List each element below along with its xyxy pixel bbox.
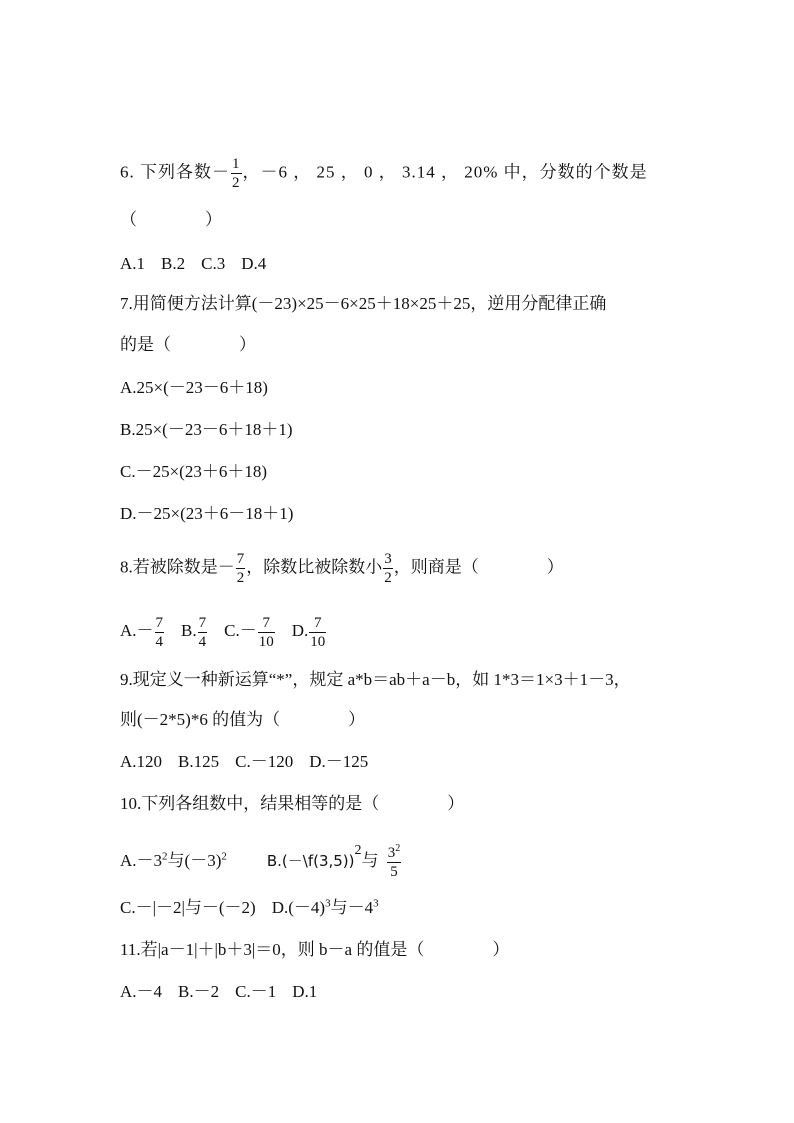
- q11-option-a: A.－4: [120, 982, 163, 1001]
- q9-option-a: A.120: [120, 752, 163, 771]
- q10-option-d-exp2: 3: [373, 897, 379, 910]
- q9-options: [120, 750, 368, 774]
- q8-option-b: [181, 615, 208, 650]
- q8-option-b-num: 7: [198, 615, 207, 631]
- q8-dividend-fraction: [236, 550, 246, 587]
- q6-option-c: C.3: [201, 254, 226, 273]
- q10-option-a: [120, 851, 227, 870]
- q8-option-c-den: 10: [258, 634, 274, 650]
- q10-option-b-mid: 与: [361, 851, 379, 871]
- q8-f1-num: 7: [236, 551, 245, 567]
- q8-option-d: [291, 615, 328, 650]
- q10-option-a-mid: 与(－3): [167, 851, 222, 871]
- q11-option-d: D.1: [292, 982, 318, 1001]
- q7-option-c: C.－25×(23＋6＋18): [120, 462, 267, 481]
- q9-option-d: D.－125: [309, 752, 369, 771]
- q8-options: [120, 614, 327, 651]
- q6-options: [120, 252, 266, 276]
- q8-option-d-fraction: [309, 614, 326, 651]
- q6-prefix: 6. 下列各数－: [120, 162, 230, 182]
- q11-stem: 11.若|a－1|＋|b＋3|＝0，则 b－a 的值是（ ）: [120, 940, 510, 959]
- q8-option-a: [120, 615, 165, 650]
- q7-option-d: D.－25×(23＋6－18＋1): [120, 504, 294, 523]
- q8-option-b-fraction: [198, 614, 208, 651]
- q8-option-a-den: 4: [155, 634, 164, 650]
- q6-option-a: A.1: [120, 254, 146, 273]
- q10-option-a-exp1: 2: [162, 850, 168, 863]
- q10-option-b-pre: B.(－\f(3,5)): [266, 852, 355, 871]
- q11-option-c: C.－1: [235, 982, 277, 1001]
- q10-option-b-exp: 2: [354, 842, 362, 858]
- q8-suffix: ，则商是（ ）: [393, 557, 564, 577]
- q8-option-a-num: 7: [155, 615, 164, 631]
- q10-option-a-pre: A.－3: [120, 851, 163, 871]
- q8-option-d-num: 7: [309, 614, 326, 633]
- q10-option-b-fraction: [387, 844, 402, 881]
- q8-option-c: [224, 615, 276, 650]
- q8-option-c-num: 7: [258, 614, 275, 633]
- q8-option-b-den: 4: [198, 634, 207, 650]
- q8-option-b-label: B.: [181, 621, 197, 641]
- q7-option-a: A.25×(－23－6＋18): [120, 378, 268, 397]
- q9-stem-line2: 则(－2*5)*6 的值为（ ）: [120, 710, 366, 729]
- q8-option-a-fraction: [155, 614, 165, 651]
- q10-option-b: [266, 842, 402, 880]
- q10-option-a-exp2: 2: [221, 850, 227, 863]
- q8-stem: [120, 550, 564, 587]
- q8-mid: ，除数比被除数小: [246, 557, 383, 577]
- q10-option-d-exp1: 3: [325, 897, 331, 910]
- q7-stem-line2: 的是（ ）: [120, 335, 256, 354]
- q6-frac-den: 2: [232, 175, 241, 191]
- q8-difference-fraction: [383, 550, 393, 587]
- q8-option-c-fraction: [258, 614, 275, 651]
- q7-option-b: B.25×(－23－6＋18＋1): [120, 420, 293, 439]
- q10-stem: 10.下列各组数中，结果相等的是（ ）: [120, 794, 465, 813]
- q8-f2-num: 3: [384, 551, 392, 567]
- q7-stem-line1: 7.用简便方法计算(－23)×25－6×25＋18×25＋25，逆用分配律正确: [120, 294, 607, 313]
- q8-option-c-label: C.－: [224, 621, 257, 641]
- q10-options-ab: [120, 844, 402, 881]
- q8-option-d-label: D.: [291, 621, 309, 641]
- q8-option-d-den: 10: [310, 634, 326, 650]
- q10-option-d-mid: 与－4: [330, 898, 374, 917]
- q8-option-a-label: A.－: [120, 621, 154, 641]
- q10-option-b-frac-num: [387, 844, 402, 863]
- q10-option-b-frac-num-exp: 2: [395, 843, 401, 854]
- q6-answer-blank: （ ）: [120, 210, 222, 229]
- q9-stem-line1: 9.现定义一种新运算“*”，规定 a*b＝ab＋a－b，如 1*3＝1×3＋1－3，: [120, 670, 631, 689]
- q6-frac-num: 1: [232, 156, 241, 172]
- q10-option-d: [272, 898, 379, 917]
- q6-fraction: [231, 155, 242, 192]
- q8-f1-den: 2: [236, 570, 245, 586]
- q11-option-b: B.－2: [178, 982, 220, 1001]
- q6-option-d: D.4: [241, 254, 267, 273]
- q10-option-d-pre: D.(－4): [271, 898, 326, 917]
- q10-option-c: C.－|－2|与－(－2): [120, 898, 256, 917]
- q10-option-b-frac-num-base: 3: [387, 845, 396, 861]
- q8-f2-den: 2: [384, 570, 392, 586]
- q10-option-b-frac-den: 5: [390, 864, 398, 880]
- q10-options-cd: [120, 896, 379, 920]
- q11-options: [120, 980, 317, 1004]
- q9-option-c: C.－120: [235, 752, 294, 771]
- q6-option-b: B.2: [161, 254, 186, 273]
- q6-rest: ，－6 ， 25 ， 0 ， 3.14 ， 20% 中，分数的个数是: [242, 162, 648, 182]
- q6-stem: [120, 155, 648, 192]
- q9-option-b: B.125: [178, 752, 220, 771]
- q8-prefix: 8.若被除数是－: [120, 557, 235, 577]
